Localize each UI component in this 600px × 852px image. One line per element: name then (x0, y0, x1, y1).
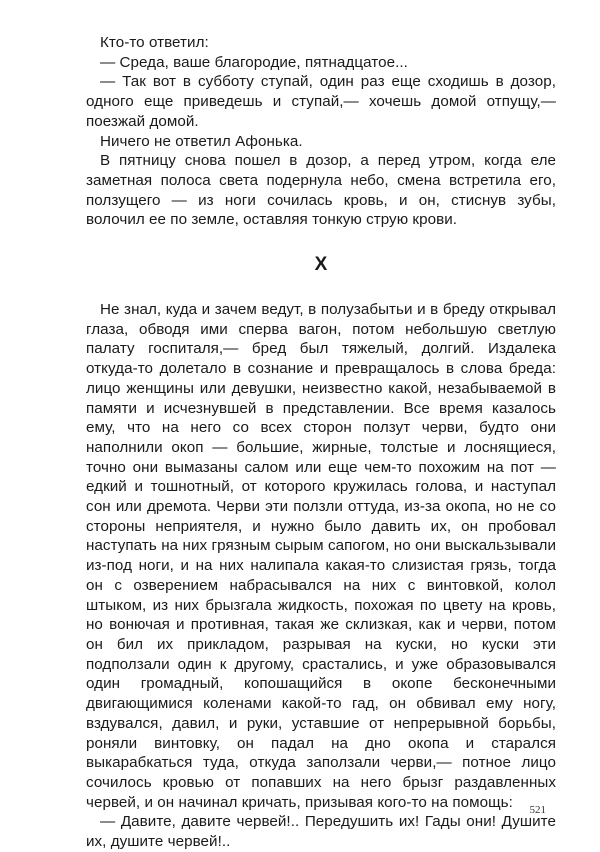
paragraph: — Давите, давите червей!.. Передушить их! Гады они! Душите их, душите червей!.. (86, 813, 556, 851)
paragraph: Кто-то ответил: (100, 34, 209, 51)
paragraph: Не знал, куда и зачем ведут, в полузабытьи и в бреду открывал глаза, обводя ими сперва вагон, потом небольшую светлую палату госпиталя,— бред был тяжелый, долгий. Издалека откуда-то долетало в сознание и превращалось в слова бреда: лицо женщины или девушки, неизвестно какой, незабываемой в памяти и исчезнувшей в представлении. Все время казалось ему, что на него со всех сторон ползут черви, будто они наполнили окоп — большие, жирные, толстые и лоснящиеся, точно они вымазаны салом или еще чем-то похожим на пот — едкий и тошнотный, от которого кружилась голова, и наступал сон или дремота. Черви эти ползли оттуда, из-за окопа, но не со стороны неприятеля, и нужно было давить их, он пробовал наступать на них грязным сырым сапогом, но они выскальзывали из-под ноги, и на них налипала какая-то слизистая грязь, тогда он с озверением набрасывался на них с винтовкой, колол штыком, из них брызгала жидкость, похожая по цвету на кровь, но вонючая и противная, такая же склизкая, как и черви, потом он бил их прикладом, разрывая на куски, но куски эти подползали один к другому, срастались, и уже образовывался один громадный, копошащийся в окопе бесконечными двигающимися коленами какой-то гад, он обвивал ему ногу, вздувался, давил, и руки, уставшие от непрерывной борьбы, роняли винтовку, он падал на дно окопа и старался выкарабкаться туда, откуда заползали черви,— потное лицо сочилось кровью от попавших на него брызг раздавленных червей, и он начинал кричать, призывая кого-то на помощь: (86, 301, 556, 811)
paragraph: Ничего не ответил Афонька. (100, 132, 303, 150)
document-page (86, 33, 556, 852)
paragraph: — Так вот в субботу ступай, один раз еще сходишь в дозор, одного еще приведешь и ступай,— хочешь домой отпущу,— поезжай домой. (86, 73, 556, 130)
section-two (86, 300, 556, 852)
section-one (86, 33, 556, 230)
paragraph: — Среда, ваше благородие, пятнадцатое... (100, 53, 408, 71)
paragraph: В пятницу снова пошел в дозор, а перед утром, когда еле заметная полоса света подернула небо, смена встретила его, ползущего — из ноги сочилась кровь, и он, стиснув зубы, волочил ее по земле, оставляя тонкую струю крови. (86, 152, 556, 229)
chapter-heading: X (314, 254, 328, 276)
page-number: 521 (529, 804, 546, 816)
